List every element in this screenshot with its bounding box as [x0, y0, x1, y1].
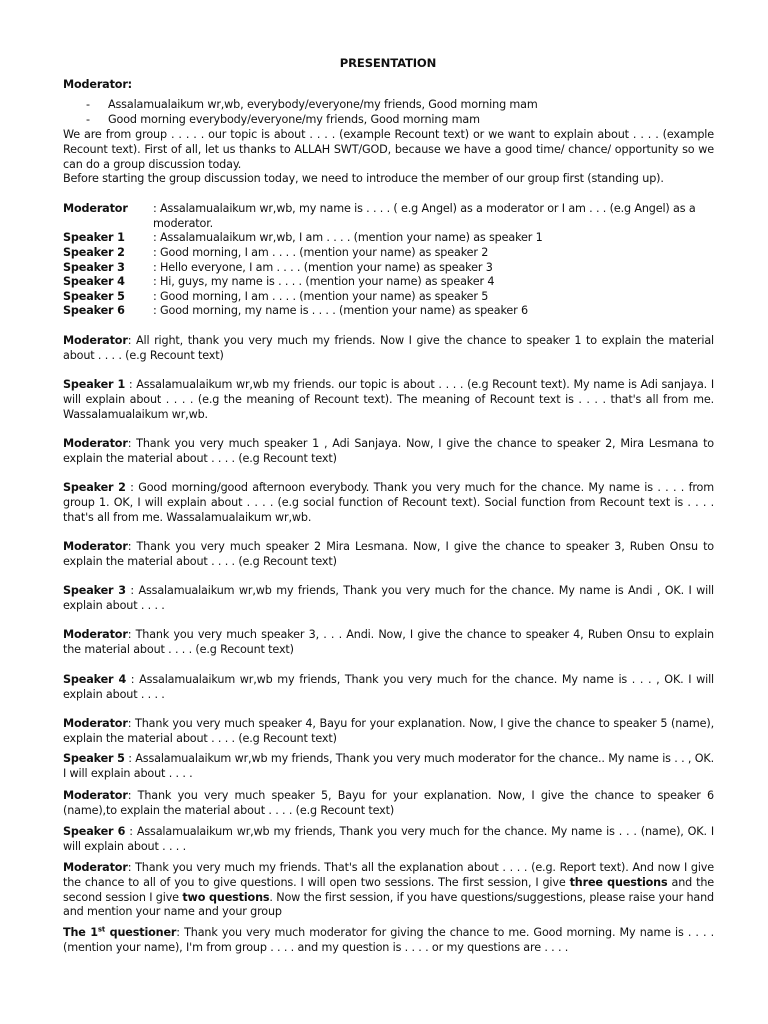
dialogue-speaker: Moderator — [63, 334, 128, 347]
dialogue-speaker: Moderator — [63, 861, 128, 874]
emphasis: three questions — [569, 875, 668, 889]
intro-line: : Hi, guys, my name is . . . . (mention your name) as speaker 4 — [153, 275, 495, 288]
dialogue-speaker: Speaker 5 — [63, 752, 125, 765]
dialogue-paragraph — [63, 481, 714, 525]
dialogue-paragraph — [63, 334, 714, 364]
dialogue-paragraph — [63, 378, 714, 422]
intro-role: Speaker 4 — [63, 275, 125, 288]
dialogue-paragraph — [63, 584, 714, 614]
bullet-item: Assalamualaikum wr,wb, everybody/everyone/my friends, Good morning mam — [108, 98, 538, 111]
dialogue-speaker: Speaker 6 — [63, 825, 126, 838]
dialogue-paragraph — [63, 825, 714, 855]
intro-paragraph: Before starting the group discussion today, we need to introduce the member of our group first (standing up). — [63, 172, 664, 185]
dialogue-text: : Assalamualaikum wr,wb my friends, Thank you very much for the chance. My name is . . . , OK. I will explain about . . . . — [63, 673, 714, 701]
intro-role: Moderator — [63, 202, 128, 215]
questioner-text: : Thank you very much moderator for giving the chance to me. Good morning. My name is . . . . (mention your name), I'm from group . . . . and my question is . . . . or my questions are . . . . — [63, 926, 714, 954]
dialogue-speaker: Speaker 1 — [63, 378, 126, 391]
dialogue-text: : Good morning/good afternoon everybody. Thank you very much for the chance. My name is . . . . from group 1. OK, I will explain about . . . . (e.g social function of Recount text). Social function from Recount text is . . . . that's all from me. Wassalamualaikum wr,wb. — [63, 481, 714, 524]
bullet-dash: - — [86, 98, 90, 111]
intro-role: Speaker 5 — [63, 290, 125, 303]
intro-line: : Good morning, I am . . . . (mention your name) as speaker 2 — [153, 246, 489, 259]
intro-line: : Assalamualaikum wr,wb, I am . . . . (mention your name) as speaker 1 — [153, 231, 543, 244]
intro-role: Speaker 2 — [63, 246, 125, 259]
dialogue-text: : Assalamualaikum wr,wb my friends. our topic is about . . . . (e.g Recount text). My name is Adi sanjaya. I will explain about . . . . (e.g the meaning of Recount text). The meaning of Recount text is . . . . that's all from me. Wassalamualaikum wr,wb. — [63, 378, 714, 421]
dialogue-paragraph — [63, 752, 714, 782]
dialogue-paragraph — [63, 673, 714, 703]
dialogue-text: : Thank you very much speaker 2 Mira Lesmana. Now, I give the chance to speaker 3, Ruben Onsu to explain the material about . . . . (e.g Recount text) — [63, 540, 714, 568]
dialogue-text: : Thank you very much speaker 5, Bayu for your explanation. Now, I give the chance to speaker 6 (name),to explain the material about . . . . (e.g Recount text) — [63, 789, 714, 817]
dialogue-paragraph — [63, 628, 714, 658]
dialogue-speaker: Moderator — [63, 540, 128, 553]
emphasis: two questions — [182, 890, 270, 904]
page-title: PRESENTATION — [339, 56, 437, 70]
questioner-label: The 1st questioner — [63, 925, 177, 939]
bullet-item: Good morning everybody/everyone/my friends, Good morning mam — [108, 113, 480, 126]
bullet-dash: - — [86, 113, 90, 126]
dialogue-paragraph — [63, 540, 714, 570]
dialogue-text: : Thank you very much speaker 1 , Adi Sanjaya. Now, I give the chance to speaker 2, Mira Lesmana to explain the material about . . . . (e.g Recount text) — [63, 437, 714, 465]
dialogue-text: : Thank you very much speaker 4, Bayu for your explanation. Now, I give the chance to speaker 5 (name), explain the material about . . . . (e.g Recount text) — [63, 717, 714, 745]
dialogue-paragraph — [63, 717, 714, 747]
dialogue-paragraph — [63, 437, 714, 467]
dialogue-text: : Thank you very much speaker 3, . . . Andi. Now, I give the chance to speaker 4, Ruben Onsu to explain the material about . . . . (e.g Recount text) — [63, 628, 714, 656]
moderator-heading: Moderator: — [63, 78, 133, 91]
questioner-paragraph — [63, 926, 714, 956]
dialogue-speaker: Moderator — [63, 789, 128, 802]
intro-line: : Hello everyone, I am . . . . (mention your name) as speaker 3 — [153, 261, 493, 274]
dialogue-paragraph — [63, 789, 714, 819]
closing-paragraph: Moderator: Thank you very much my friends. That's all the explanation about . . . . (e.g. Report text). And now I give the chance to all of you to give questions. I will open two sessions. The first session, I give three questions and the second session I give two questions. Now the first session, if you have questions/suggestions, please raise your hand and mention your name and your group — [63, 861, 714, 919]
dialogue-speaker: Speaker 4 — [63, 673, 127, 686]
intro-role: Speaker 1 — [63, 231, 125, 244]
intro-paragraph: We are from group . . . . . our topic is about . . . . (example Recount text) or we want to explain about . . . . (example Recount text). First of all, let us thanks to ALLAH SWT/GOD, because we have a good time/ chance/ opportunity so we can do a group discussion today. — [63, 128, 714, 171]
dialogue-speaker: Speaker 2 — [63, 481, 126, 494]
intro-line: : Good morning, I am . . . . (mention your name) as speaker 5 — [153, 290, 489, 303]
dialogue-speaker: Speaker 3 — [63, 584, 126, 597]
intro-line: : Assalamualaikum wr,wb, my name is . . . . ( e.g Angel) as a moderator or I am . . . (e.g Angel) as a moderator. — [153, 202, 696, 230]
dialogue-text: : Assalamualaikum wr,wb my friends, Thank you very much moderator for the chance.. My name is . . , OK. I will explain about . . . . — [63, 752, 714, 780]
dialogue-speaker: Moderator — [63, 717, 128, 730]
intro-role: Speaker 6 — [63, 304, 125, 317]
intro-role: Speaker 3 — [63, 261, 125, 274]
dialogue-text: : Assalamualaikum wr,wb my friends, Thank you very much for the chance. My name is . . . (name), OK. I will explain about . . . . — [63, 825, 714, 853]
dialogue-text: : Assalamualaikum wr,wb my friends, Thank you very much for the chance. My name is Andi , OK. I will explain about . . . . — [63, 584, 714, 612]
dialogue-speaker: Moderator — [63, 437, 128, 450]
intro-line: : Good morning, my name is . . . . (mention your name) as speaker 6 — [153, 304, 528, 317]
dialogue-text: : All right, thank you very much my friends. Now I give the chance to speaker 1 to explain the material about . . . . (e.g Recount text) — [63, 334, 714, 362]
dialogue-speaker: Moderator — [63, 628, 128, 641]
